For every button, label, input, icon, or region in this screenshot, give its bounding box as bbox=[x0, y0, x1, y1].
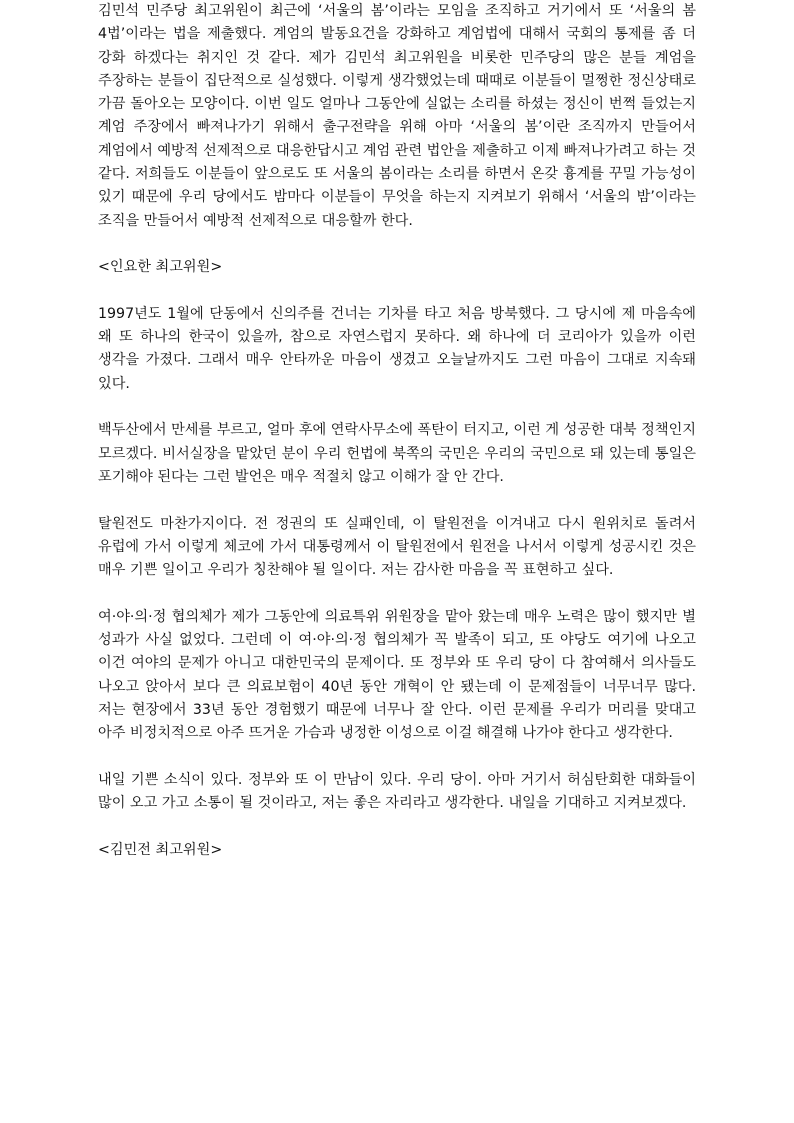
paragraph-1997-visit: 1997년도 1월에 단동에서 신의주를 건너는 기차를 타고 처음 방북했다. 그 당시에 제 마음속에 왜 또 하나의 한국이 있을까, 참으로 자연스럽지 못하다. 왜 하나에 더 코리아가 있을까 이런 생각을 가졌다. 그래서 매우 안타까운 마음이 생겼고 오늘날까지도 그런 마음이 그대로 지속돼 있다. bbox=[98, 305, 696, 392]
speaker-label-in-yohan: <인요한 최고위원> bbox=[98, 259, 223, 276]
paragraph-spacer bbox=[98, 396, 696, 419]
paragraph-spacer bbox=[98, 815, 696, 838]
paragraph-nuclear-policy: 탈원전도 마찬가지이다. 전 정권의 또 실패인데, 이 탈원전을 이겨내고 다시 원위치로 돌려서 유럽에 가서 이렇게 체코에 가서 대통령께서 이 탈원전에서 원전을 나서서 이렇게 성공시킨 것은 매우 기쁜 일이고 우리가 칭찬해야 될 일이다. 저는 감사한 마음을 꼭 표현하고 싶다. bbox=[98, 515, 696, 579]
paragraph-kim-minseok-remarks: 김민석 민주당 최고위원이 최근에 ‘서울의 봄’이라는 모임을 조직하고 거기에서 또 ‘서울의 봄 4법’이라는 법을 제출했다. 계엄의 발동요건을 강화하고 계엄법에 대해서 국회의 통제를 좀 더 강화 하겠다는 취지인 것 같다. 제가 김민석 최고위원을 비롯한 민주당의 많은 분들 계엄을 주장하는 분들이 집단적으로 실성했다. 이렇게 생각했었는데 때때로 이분들이 멀쩡한 정신상태로 가끔 돌아오는 모양이다. 이번 일도 얼마나 그동안에 실없는 소리를 하셨는 정신이 번쩍 들었는지 계엄 주장에서 빠져나가기 위해서 출구전략을 위해 아마 ‘서울의 봄’이란 조직까지 만들어서 계엄에서 예방적 선제적으로 대응한답시고 계엄 관련 법안을 제출하고 이제 빠져나가려고 하는 것 같다. 저희들도 이분들이 앞으로도 또 서울의 봄이라는 소리를 하면서 온갖 흉계를 꾸밀 가능성이 있기 때문에 우리 당에서도 밤마다 이분들이 무엇을 하는지 지켜보기 위해서 ‘서울의 밤’이라는 조직을 만들어서 예방적 선제적으로 대응할까 한다. bbox=[98, 3, 696, 229]
speaker-label-kim-minjeon: <김민전 최고위원> bbox=[98, 841, 223, 858]
paragraph-spacer bbox=[98, 489, 696, 512]
document-page bbox=[98, 0, 696, 862]
paragraph-council: 여·야·의·정 협의체가 제가 그동안에 의료특위 위원장을 맡아 왔는데 매우 노력은 많이 했지만 별 성과가 사실 없었다. 그런데 이 여·야·의·정 협의체가 꼭 발족이 되고, 또 야당도 여기에 나오고 이건 여야의 문제가 아니고 대한민국의 문제이다. 또 정부와 또 우리 당이 다 참여해서 의사들도 나오고 앉아서 보다 큰 의료보험이 40년 동안 개혁이 안 됐는데 이 문제점들이 너무너무 많다. 저는 현장에서 33년 동안 경험했기 때문에 너무나 잘 안다. 이런 문제를 우리가 머리를 맞대고 아주 비정치적으로 아주 뜨거운 가슴과 냉정한 이성으로 이걸 해결해 나가야 한다고 생각한다. bbox=[98, 608, 696, 742]
paragraph-north-policy: 백두산에서 만세를 부르고, 얼마 후에 연락사무소에 폭탄이 터지고, 이런 게 성공한 대북 정책인지 모르겠다. 비서실장을 맡았던 분이 우리 헌법에 북쪽의 국민은 우리의 국민으로 돼 있는데 통일은 포기해야 된다는 그런 발언은 매우 적절치 않고 이해가 잘 안 간다. bbox=[98, 422, 696, 485]
paragraph-spacer bbox=[98, 746, 696, 769]
paragraph-tomorrow-news: 내일 기쁜 소식이 있다. 정부와 또 이 만남이 있다. 우리 당이. 아마 거기서 허심탄회한 대화들이 많이 오고 가고 소통이 될 것이라고, 저는 좋은 자리라고 생각한다. 내일을 기대하고 지켜보겠다. bbox=[98, 771, 696, 812]
paragraph-spacer bbox=[98, 233, 696, 256]
paragraph-spacer bbox=[98, 582, 696, 605]
paragraph-spacer bbox=[98, 280, 696, 303]
